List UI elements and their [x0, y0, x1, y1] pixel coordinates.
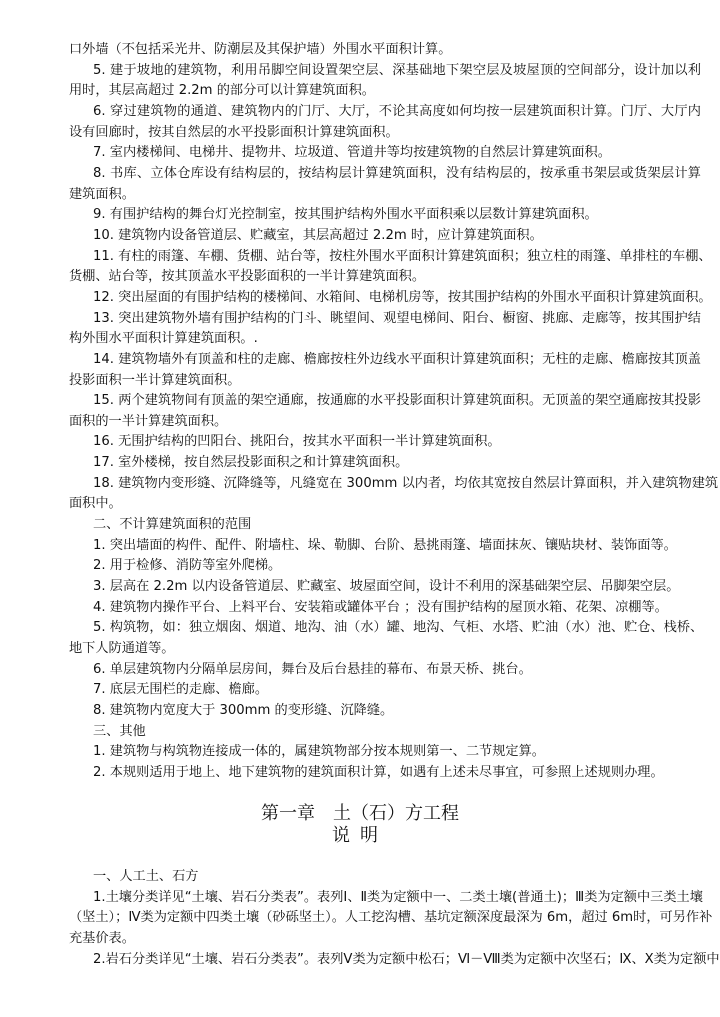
text-line: 一、人工土、石方: [93, 869, 199, 884]
text-line: 充基价表。: [69, 930, 135, 946]
text-line: 16. 无围护结构的凹阳台、挑阳台，按其水平面积一半计算建筑面积。: [93, 434, 501, 450]
chapter-subtitle: 说明: [332, 825, 388, 846]
text-line: 三、其他: [93, 723, 146, 739]
document-body: [69, 40, 719, 784]
text-line: 投影面积一半计算建筑面积。: [69, 372, 241, 388]
text-line: 10. 建筑物内设备管道层、贮藏室，其层高超过 2.2m 时，应计算建筑面积。: [93, 227, 543, 243]
text-line: 货棚、站台等，按其顶盖水平投影面积的一半计算建筑面积。: [69, 269, 426, 285]
text-line: 4. 建筑物内操作平台、上料平台、安装箱或罐体平台 ；没有围护结构的屋顶水箱、花架、凉棚等。: [93, 599, 668, 615]
text-line: 地下人防通道等。: [69, 641, 175, 657]
text-line: 1.土壤分类详见“土壤、岩石分类表”。表列Ⅰ、Ⅱ类为定额中一、二类土壤(普通土)；Ⅲ类为定额中三类土壤: [93, 889, 703, 905]
text-line: 14. 建筑物墙外有顶盖和柱的走廊、檐廊按柱外边线水平面积计算建筑面积；无柱的走廊、檐廊按其顶盖: [93, 351, 701, 367]
text-line: 18. 建筑物内变形缝、沉降缝等，凡缝宽在 300mm 以内者，均依其宽按自然层计算面积，并入建筑物建筑: [93, 475, 719, 491]
text-line: 17. 室外楼梯，按自然层投影面积之和计算建筑面积。: [93, 455, 409, 471]
text-line: 6. 单层建筑物内分隔单层房间，舞台及后台悬挂的幕布、布景天桥、挑台。: [93, 661, 532, 677]
chapter-title: 第一章 土（石）方工程: [261, 803, 459, 824]
text-line: 8. 建筑物内宽度大于 300mm 的变形缝、沉降缝。: [93, 703, 394, 718]
text-line: 2.岩石分类详见“土壤、岩石分类表”。表列Ⅴ类为定额中松石；Ⅵ－Ⅷ类为定额中次坚石；Ⅸ、Ⅹ类为定额中: [93, 951, 720, 967]
text-line: 构外围水平面积计算建筑面积。.: [69, 331, 258, 347]
text-line: 13. 突出建筑物外墙有围护结构的门斗、眺望间、观望电梯间、阳台、橱窗、挑廊、走廊等，按其围护结: [93, 310, 701, 326]
text-line: 5. 建于坡地的建筑物，利用吊脚空间设置架空层、深基础地下架空层及坡屋顶的空间部分，设计加以利: [93, 62, 701, 78]
text-line: 5. 构筑物，如：独立烟囱、烟道、地沟、油（水）罐、地沟、气柜、水塔、贮油（水）池、贮仓、栈桥、: [93, 620, 704, 636]
text-line: 2. 用于检修、消防等室外爬梯。: [93, 558, 282, 574]
text-line: 7. 底层无围栏的走廊、檐廊。: [93, 682, 269, 698]
text-line: 面积的一半计算建筑面积。: [69, 413, 228, 429]
text-line: 二、不计算建筑面积的范围: [93, 517, 252, 533]
text-line: 8. 书库、立体仓库设有结构层的，按结构层计算建筑面积，没有结构层的，按承重书架层或货架层计算: [93, 165, 701, 181]
text-line: 建筑面积。: [69, 186, 135, 202]
text-line: （坚土）；Ⅳ类为定额中四类土壤（砂砾坚土）。人工挖沟槽、基坑定额深度最深为 6m，超过 6m时，可另作补: [69, 910, 713, 926]
text-line: 9. 有围护结构的舞台灯光控制室，按其围护结构外围水平面积乘以层数计算建筑面积。: [93, 207, 598, 223]
text-line: 口外墙（不包括采光井、防潮层及其保护墙）外围水平面积计算。: [69, 42, 452, 57]
text-line: 12. 突出屋面的有围护结构的楼梯间、水箱间、电梯机房等，按其围护结构的外围水平面积计算建筑面积。: [93, 289, 712, 305]
text-line: 1. 突出墙面的构件、配件、附墙柱、垛、勒脚、台阶、悬挑雨篷、墙面抹灰、镶贴块材、装饰面等。: [93, 537, 677, 553]
chapter-body: [69, 867, 720, 970]
text-line: 11. 有柱的雨篷、车棚、货棚、站台等，按柱外围水平面积计算建筑面积；独立柱的雨篷、单排柱的车棚、: [93, 248, 712, 264]
text-line: 6. 穿过建筑物的通道、建筑物内的门厅、大厅，不论其高度如何均按一层建筑面积计算。门厅、大厅内: [93, 103, 701, 119]
text-line: 设有回廊时，按其自然层的水平投影面积计算建筑面积。: [69, 124, 399, 140]
text-line: 用时，其层高超过 2.2m 的部分可以计算建筑面积。: [69, 83, 375, 99]
text-line: 3. 层高在 2.2m 以内设备管道层、贮藏室、坡屋面空间，设计不利用的深基础架空层、吊脚架空层。: [93, 579, 680, 595]
text-line: 2. 本规则适用于地上、地下建筑物的建筑面积计算，如遇有上述未尽事宜，可参照上述规则办理。: [93, 764, 664, 780]
text-line: 15. 两个建筑物间有顶盖的架空通廊，按通廊的水平投影面积计算建筑面积。无顶盖的架空通廊按其投影: [93, 393, 701, 409]
text-line: 面积中。: [69, 496, 122, 512]
text-line: 1. 建筑物与构筑物连接成一体的，属建筑物部分按本规则第一、二节规定算。: [93, 744, 545, 760]
text-line: 7. 室内楼梯间、电梯井、提物井、垃圾道、管道井等均按建筑物的自然层计算建筑面积。: [93, 145, 611, 161]
chapter-heading: [0, 803, 720, 847]
